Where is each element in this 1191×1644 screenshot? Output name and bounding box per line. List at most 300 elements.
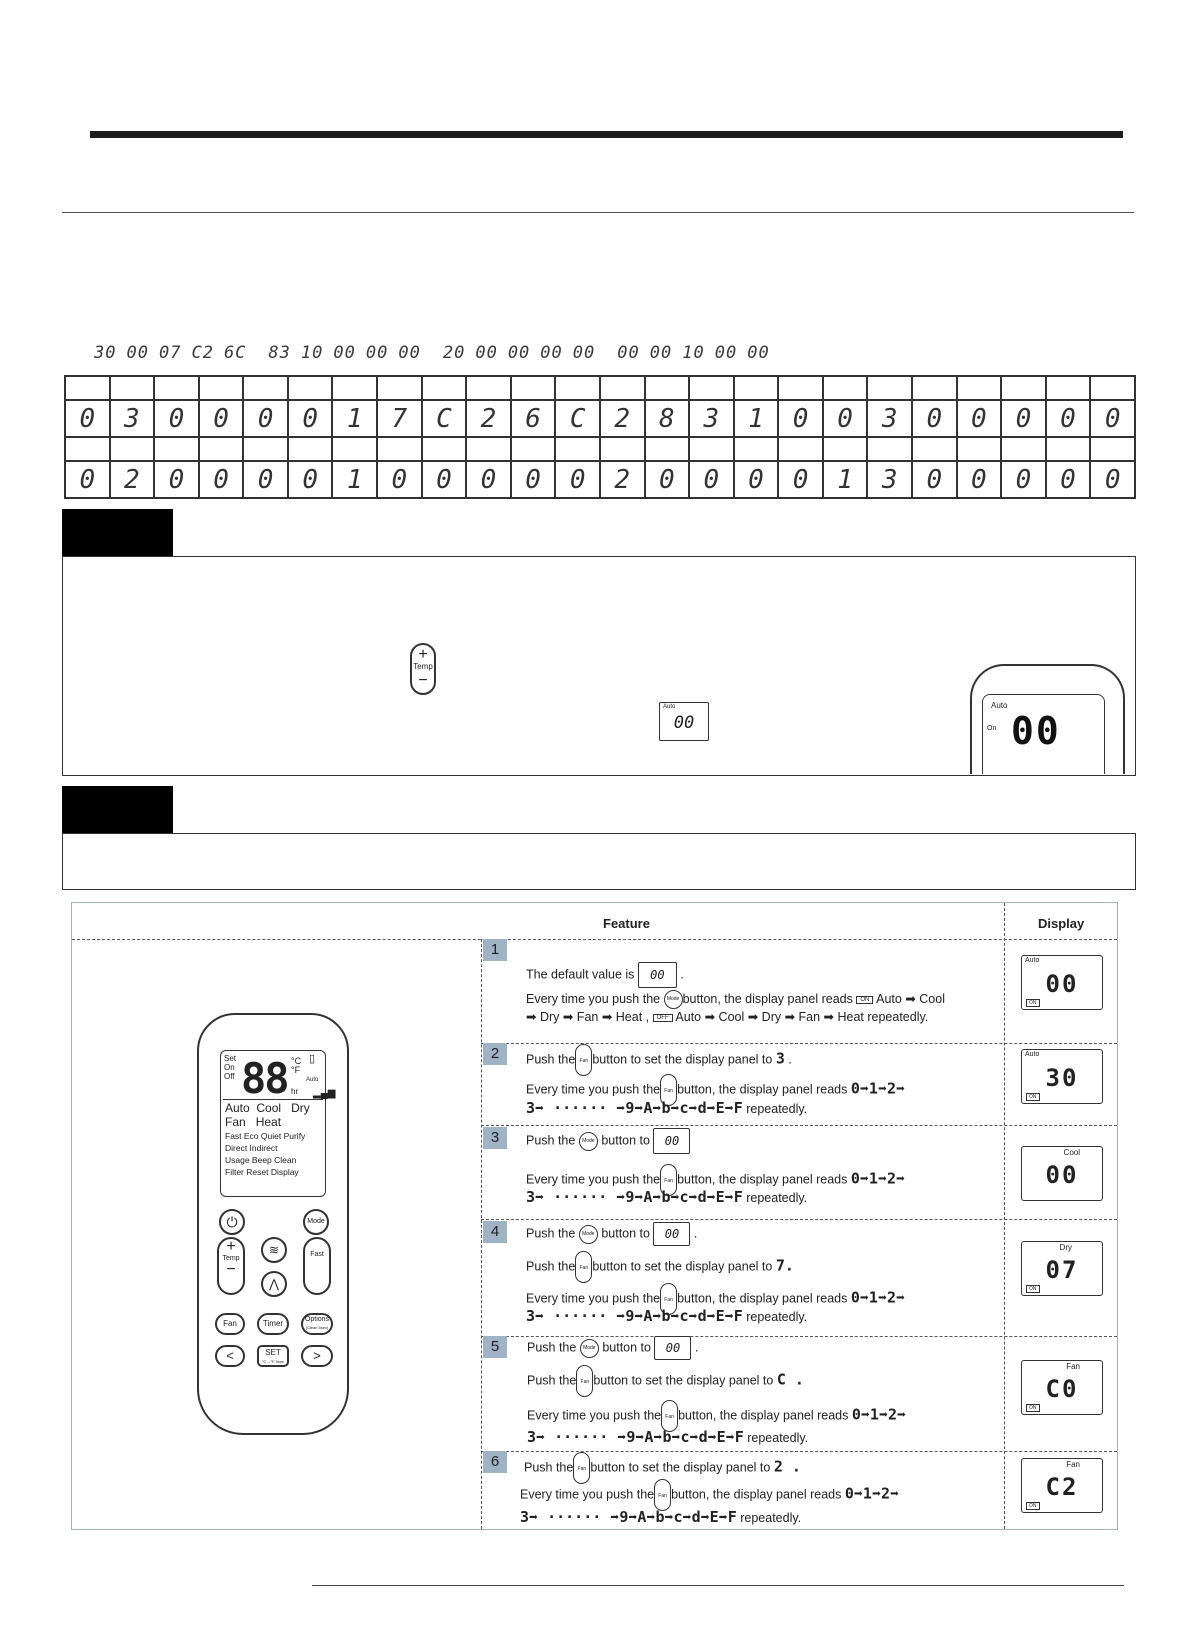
table-header-cell — [110, 376, 155, 400]
code-byte: 00 — [126, 343, 149, 363]
table-cell: 0 — [288, 461, 333, 498]
remote-mode-label: Auto — [991, 701, 1008, 710]
table-header-cell — [867, 376, 912, 400]
table-cell: 1 — [332, 400, 377, 437]
signal-icon: ▂▄▆ — [313, 1088, 336, 1099]
display-panel — [1021, 1241, 1103, 1296]
on-badge: ON — [1026, 1093, 1040, 1101]
temp-button[interactable] — [217, 1237, 245, 1295]
step-text: Push the — [526, 1052, 576, 1067]
table-header-cell — [511, 437, 556, 461]
set-label: SET — [265, 1348, 281, 1357]
lcd-value: 00 — [673, 713, 695, 733]
step-text: button, the display panel reads — [682, 991, 853, 1006]
table-cell: 0 — [957, 400, 1002, 437]
table-cell: 0 — [65, 461, 110, 498]
step-3-line-1 — [526, 1128, 690, 1154]
step-number: 5 — [483, 1336, 507, 1358]
on-badge: ON — [1026, 1502, 1040, 1510]
table-cell: 3 — [867, 461, 912, 498]
section-label-tab — [62, 786, 173, 834]
step-text: The default value is — [526, 967, 635, 982]
step-2-line-3 — [526, 1099, 807, 1117]
header-thick-rule — [90, 131, 1123, 138]
target-value: 3 — [775, 1049, 785, 1068]
table-cell: 8 — [645, 400, 690, 437]
table-header-cell — [65, 376, 110, 400]
table-header-cell — [734, 376, 779, 400]
on-badge: ON — [856, 996, 873, 1004]
table-header-cell — [778, 437, 823, 461]
table-header-cell — [645, 376, 690, 400]
sequence-text: ➡ Dry ➡ Fan ➡ Heat , — [526, 1010, 650, 1024]
table-header-cell — [734, 437, 779, 461]
code-byte: 10 — [300, 343, 324, 363]
remote-lcd — [220, 1050, 336, 1197]
table-cell: 0 — [734, 461, 779, 498]
remote-control-illustration — [197, 1013, 349, 1435]
display-value: 30 — [1045, 1064, 1079, 1092]
code-byte: 00 — [649, 343, 673, 363]
step-5-line-1: Push the Mode button to 00 . — [527, 1336, 698, 1360]
table-cell: C — [555, 400, 600, 437]
options-label: Options — [304, 1316, 330, 1323]
wind-free-icon[interactable]: ⋀ — [261, 1271, 287, 1297]
left-button[interactable]: < — [215, 1345, 245, 1367]
fast-button[interactable] — [303, 1237, 331, 1295]
step-text: Every time you push the — [526, 991, 661, 1006]
display-lcd-icon — [654, 1336, 691, 1360]
step-5-line-4 — [527, 1428, 808, 1446]
table-cell: 0 — [1046, 400, 1091, 437]
step-text: Every time you push the — [526, 1291, 661, 1306]
step-text: button, the display panel reads — [671, 1487, 842, 1502]
temp-button[interactable] — [410, 643, 436, 695]
display-value: C0 — [1045, 1375, 1079, 1403]
table-cell: 0 — [1001, 400, 1046, 437]
fan-button-icon: Fan — [654, 1479, 671, 1511]
table-cell: 0 — [243, 461, 288, 498]
row-divider — [481, 1125, 1117, 1126]
table-cell: C — [422, 400, 467, 437]
step-text: Every time you push the — [520, 1487, 655, 1502]
fan-button-icon: Fan — [660, 1283, 677, 1315]
fan-button[interactable]: Fan — [215, 1313, 245, 1335]
minus-icon: − — [226, 1261, 236, 1278]
table-header-cell — [689, 376, 734, 400]
table-header-cell — [823, 376, 868, 400]
plus-icon: + — [418, 646, 428, 663]
code-byte: 00 — [507, 343, 531, 363]
target-value: 2 . — [773, 1457, 801, 1476]
mode-button-icon: Mode — [664, 990, 683, 1009]
table-header-cell — [288, 437, 333, 461]
display-panel — [1021, 1049, 1103, 1104]
right-button[interactable]: > — [301, 1345, 333, 1367]
mode-auto: Auto — [225, 1101, 250, 1115]
table-header-cell — [689, 437, 734, 461]
table-cell: 0 — [154, 461, 199, 498]
note-box — [62, 833, 1136, 890]
code-byte: 30 — [94, 343, 117, 363]
step-text: Push the — [524, 1460, 574, 1475]
sequence-text: 0➡1➡2➡ — [850, 1079, 906, 1098]
step-text: Every time you push the — [526, 1082, 661, 1097]
off-indicator: Off — [224, 1072, 235, 1081]
table-cell: 0 — [555, 461, 600, 498]
step-text: button, the display panel reads — [677, 1291, 848, 1306]
fan-button-icon: Fan — [576, 1365, 593, 1397]
display-mode: Fan — [1066, 1460, 1080, 1469]
step-text: Every time you push the — [527, 1408, 662, 1423]
step-3-line-3 — [526, 1188, 807, 1206]
sequence-text: 0➡1➡2➡ — [851, 1405, 907, 1424]
sequence-text: 3➡ ······ ➡9➡A➡b➡c➡d➡E➡F — [527, 1428, 744, 1446]
table-header-cell — [555, 437, 600, 461]
table-header-cell — [332, 437, 377, 461]
header-divider — [72, 939, 1117, 940]
table-header-cell — [511, 376, 556, 400]
table-header-cell — [154, 376, 199, 400]
sequence-text: 3➡ ······ ➡9➡A➡b➡c➡d➡E➡F — [526, 1099, 743, 1117]
target-value: C . — [776, 1370, 804, 1389]
step-1-line-1: The default value is 00 . — [526, 962, 684, 988]
remote-value: 00 — [1011, 709, 1061, 753]
battery-icon: ▯ — [309, 1053, 316, 1065]
table-cell: 0 — [243, 400, 288, 437]
row-divider — [481, 1219, 1117, 1220]
fan-button-icon: Fan — [573, 1452, 590, 1484]
step-4-line-2 — [526, 1251, 794, 1283]
display-panel — [1021, 1146, 1103, 1201]
table-header-cell — [422, 437, 467, 461]
table-header-cell — [243, 376, 288, 400]
display-panel — [1021, 1458, 1103, 1513]
temp-label: Temp — [222, 1255, 240, 1262]
degree-label: °F — [291, 1065, 301, 1075]
step-text: Push the — [526, 1259, 576, 1274]
step-1-line-2 — [526, 990, 945, 1009]
mode-button[interactable]: Mode — [303, 1209, 329, 1235]
table-cell: 0 — [1001, 461, 1046, 498]
table-header-cell — [332, 376, 377, 400]
step-6-line-2 — [520, 1479, 899, 1511]
step-text: button, the display panel reads — [677, 1082, 848, 1097]
display-value: C2 — [1045, 1473, 1079, 1501]
table-header-cell — [422, 376, 467, 400]
display-mode: Auto — [1025, 957, 1040, 964]
table-cell: 0 — [288, 400, 333, 437]
feature-column-header: Feature — [603, 916, 650, 931]
display-lcd-icon — [659, 702, 709, 741]
table-header-cell — [377, 437, 422, 461]
step-number: 1 — [483, 939, 507, 961]
table-header-cell — [243, 437, 288, 461]
mode-dry: Dry — [291, 1101, 310, 1115]
step-number: 3 — [483, 1127, 507, 1149]
section-label-tab — [62, 509, 173, 557]
table-cell: 3 — [110, 400, 155, 437]
display-value: 00 — [1045, 1161, 1079, 1189]
step-4-line-4 — [526, 1307, 807, 1325]
table-header-cell — [288, 376, 333, 400]
code-byte: 6C — [223, 343, 247, 363]
table-header-cell — [466, 437, 511, 461]
timer-button[interactable]: Timer — [257, 1313, 289, 1335]
lcd-value: 00 — [664, 1134, 680, 1148]
on-badge: ON — [1026, 1404, 1040, 1412]
column-divider — [481, 939, 482, 1529]
code-byte: 00 — [398, 343, 421, 363]
option-row: Direct Indirect — [225, 1143, 278, 1153]
table-cell: 7 — [377, 400, 422, 437]
step-number: 2 — [483, 1043, 507, 1065]
table-header-cell — [1046, 437, 1091, 461]
table-header-cell — [199, 437, 244, 461]
step-text: Push the — [527, 1373, 577, 1388]
step-5-line-2 — [527, 1365, 804, 1397]
lcd-digits: 88 — [241, 1054, 288, 1103]
table-header-cell — [377, 376, 422, 400]
step-6-line-3 — [520, 1508, 801, 1526]
table-cell: 0 — [154, 400, 199, 437]
step-text: button to — [601, 1226, 650, 1241]
step-text: repeatedly. — [746, 1310, 808, 1324]
table-cell: 0 — [689, 461, 734, 498]
set-button[interactable] — [257, 1345, 289, 1367]
table-header-cell — [957, 376, 1002, 400]
display-column-header: Display — [1038, 916, 1085, 931]
mode-cool: Cool — [256, 1101, 282, 1115]
table-cell: 1 — [734, 400, 779, 437]
on-badge: ON — [1026, 1285, 1040, 1293]
table-row — [65, 400, 1135, 437]
lcd-value: 00 — [665, 1341, 681, 1355]
table-header-cell — [65, 437, 110, 461]
table-header-cell — [199, 376, 244, 400]
table-cell: 0 — [466, 461, 511, 498]
sequence-text: 3➡ ······ ➡9➡A➡b➡c➡d➡E➡F — [526, 1307, 743, 1325]
code-byte: 00 — [540, 343, 563, 363]
step-text: button to — [601, 1133, 650, 1148]
remote-on-label: On — [987, 725, 997, 732]
sequence-text: Auto ➡ Cool ➡ Dry ➡ Fan ➡ Heat repeatedly. — [675, 1010, 929, 1024]
power-button[interactable]: ⏻ — [219, 1209, 245, 1235]
table-header-cell — [1090, 376, 1135, 400]
sequence-text: 3➡ ······ ➡9➡A➡b➡c➡d➡E➡F — [526, 1188, 743, 1206]
table-header-cell — [600, 376, 645, 400]
table-cell: 0 — [912, 400, 957, 437]
set-sublabel: °C↔°F 5sec — [261, 1359, 285, 1364]
table-cell: 0 — [1046, 461, 1091, 498]
set-indicator: Set — [224, 1054, 237, 1063]
option-row: Fast Eco Quiet Purify — [225, 1131, 306, 1141]
mode-button-icon: Mode — [580, 1339, 599, 1358]
table-header-cell — [466, 376, 511, 400]
step-4-line-1: Push the Mode button to 00 . — [526, 1222, 697, 1246]
step-text: repeatedly. — [746, 1102, 808, 1116]
step-text: Every time you push the — [526, 1172, 661, 1187]
mode-row — [225, 1101, 310, 1115]
step-text: Push the — [527, 1340, 577, 1355]
mode-heat: Heat — [255, 1115, 282, 1129]
table-cell: 0 — [778, 461, 823, 498]
table-cell: 1 — [823, 461, 868, 498]
target-value: 7. — [775, 1256, 794, 1275]
code-byte: 00 — [714, 343, 738, 363]
fan-button-icon: Fan — [575, 1044, 592, 1076]
mode-button-icon: Mode — [579, 1132, 598, 1151]
table-cell: 3 — [689, 400, 734, 437]
table-cell: 0 — [422, 461, 467, 498]
sequence-text: 0➡1➡2➡ — [850, 1169, 906, 1188]
table-cell: 2 — [600, 461, 645, 498]
table-header-cell — [778, 376, 823, 400]
table-cell: 2 — [466, 400, 511, 437]
mode-row — [225, 1115, 281, 1129]
table-header-cell — [823, 437, 868, 461]
step-text: repeatedly. — [746, 1191, 808, 1205]
footer-rule — [312, 1585, 1124, 1586]
display-mode: Fan — [1066, 1362, 1080, 1371]
display-panel — [1021, 1360, 1103, 1415]
table-cell: 0 — [645, 461, 690, 498]
table-row — [65, 461, 1135, 498]
lcd-value: 00 — [650, 968, 665, 982]
mode-button-icon: Mode — [579, 1225, 598, 1244]
table-cell: 0 — [778, 400, 823, 437]
step-number: 6 — [483, 1451, 507, 1473]
code-byte: 10 — [682, 343, 705, 363]
table-cell: 3 — [867, 400, 912, 437]
table-cell: 0 — [823, 400, 868, 437]
sequence-text: 0➡1➡2➡ — [844, 1484, 900, 1503]
minus-icon: − — [418, 672, 428, 689]
option-row: Usage Beep Clean — [225, 1155, 297, 1165]
table-header-cell — [110, 437, 155, 461]
table-cell: 0 — [1090, 400, 1135, 437]
header-thin-rule — [62, 212, 1134, 213]
step-text: button to — [602, 1340, 651, 1355]
code-byte: 07 — [158, 343, 182, 363]
table-header-cell — [912, 437, 957, 461]
table-header-row — [65, 437, 1135, 461]
table-header-cell — [600, 437, 645, 461]
code-byte: 83 — [268, 343, 291, 363]
table-cell: 2 — [110, 461, 155, 498]
sequence-text: 3➡ ······ ➡9➡A➡b➡c➡d➡E➡F — [520, 1508, 737, 1526]
table-header-cell — [154, 437, 199, 461]
step-text: button to set the display panel to — [592, 1259, 773, 1274]
code-byte: 00 — [475, 343, 498, 363]
code-byte: 20 — [442, 343, 466, 363]
table-cell: 0 — [377, 461, 422, 498]
remote-display-illustration — [970, 664, 1125, 774]
step-text: button to set the display panel to — [592, 1052, 773, 1067]
table-header-cell — [1001, 437, 1046, 461]
table-cell: 0 — [199, 400, 244, 437]
wind-direction-icon[interactable]: ≋ — [261, 1237, 287, 1263]
digit-table — [64, 375, 1136, 499]
table-header-row — [65, 376, 1135, 400]
display-lcd-icon — [653, 1222, 690, 1246]
mode-fan: Fan — [225, 1115, 246, 1129]
off-badge: OFF — [653, 1014, 673, 1022]
display-mode: Cool — [1063, 1148, 1080, 1157]
sequence-text: 0➡1➡2➡ — [850, 1288, 906, 1307]
options-button[interactable] — [301, 1313, 333, 1335]
display-lcd-icon — [638, 962, 677, 988]
remote-screen — [982, 694, 1105, 774]
table-header-cell — [555, 376, 600, 400]
table-cell: 0 — [957, 461, 1002, 498]
step-1-line-3 — [526, 1009, 928, 1024]
step-text: Push the — [526, 1226, 576, 1241]
lcd-value: 00 — [664, 1227, 680, 1241]
table-cell: 0 — [199, 461, 244, 498]
sequence-text: Auto ➡ Cool — [876, 991, 945, 1006]
step-number: 4 — [483, 1221, 507, 1243]
display-panel — [1021, 955, 1103, 1010]
auto-small-label: Auto — [306, 1077, 319, 1083]
table-header-cell — [1090, 437, 1135, 461]
step-text: button to set the display panel to — [590, 1460, 771, 1475]
display-mode: Auto — [1025, 1051, 1040, 1058]
step-text: repeatedly. — [740, 1511, 802, 1525]
option-row: Filter Reset Display — [225, 1167, 299, 1177]
table-cell: 0 — [1090, 461, 1135, 498]
lcd-mode-label: Auto — [663, 704, 676, 710]
table-cell: 2 — [600, 400, 645, 437]
step-text: repeatedly. — [747, 1431, 809, 1445]
code-byte: C2 — [191, 343, 214, 363]
options-sublabel: (Clean 5sec) — [305, 1325, 329, 1330]
temp-label: Temp — [413, 662, 433, 671]
code-byte: 00 — [333, 343, 356, 363]
code-byte: 00 — [365, 343, 389, 363]
table-header-cell — [1046, 376, 1091, 400]
fast-label: Fast — [310, 1251, 324, 1258]
step-text: button to set the display panel to — [593, 1373, 774, 1388]
fan-button-icon: Fan — [661, 1400, 678, 1432]
degree-label: °C — [291, 1056, 302, 1066]
step-text: Push the — [526, 1133, 576, 1148]
display-mode: Dry — [1059, 1243, 1072, 1252]
table-cell: 0 — [65, 400, 110, 437]
table-cell: 0 — [912, 461, 957, 498]
on-indicator: On — [224, 1063, 235, 1072]
code-byte: 00 — [747, 343, 770, 363]
plus-icon: + — [226, 1238, 236, 1255]
table-cell: 6 — [511, 400, 556, 437]
table-header-cell — [957, 437, 1002, 461]
display-value: 07 — [1045, 1256, 1079, 1284]
table-header-cell — [912, 376, 957, 400]
on-badge: ON — [1026, 999, 1040, 1007]
code-sequence — [94, 343, 780, 363]
table-header-cell — [867, 437, 912, 461]
display-value: 00 — [1045, 970, 1079, 998]
code-byte: 00 — [617, 343, 640, 363]
step-text: button, the display panel reads — [677, 1172, 848, 1187]
display-lcd-icon — [653, 1128, 690, 1154]
fan-button-icon: Fan — [660, 1074, 677, 1106]
table-cell: 0 — [511, 461, 556, 498]
fan-button-icon: Fan — [660, 1164, 677, 1196]
step-2-line-1: Push the Fan button to set the display panel to 3 . — [526, 1044, 792, 1076]
lcd-divider — [223, 1099, 323, 1100]
fan-button-icon: Fan — [575, 1251, 592, 1283]
